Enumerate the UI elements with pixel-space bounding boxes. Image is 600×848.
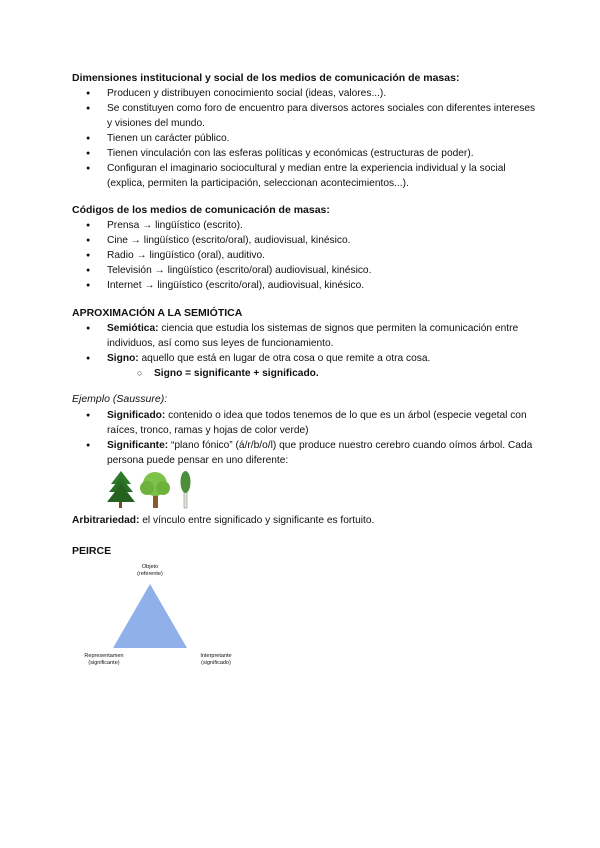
oak-crown-right — [156, 481, 170, 495]
section-title-dimensiones: Dimensiones institucional y social de los medios de comunicación de masas: — [72, 72, 460, 84]
sublist-signo — [107, 366, 542, 381]
section-title-codigos: Códigos de los medios de comunicación de masas: — [72, 204, 330, 216]
list-item: ● Configuran el imaginario sociocultural y median entre la experiencia individual y la social (explica, permiten la participación, seleccionan acontecimientos...). — [72, 161, 542, 191]
label-interpretante-title: Interpretante — [200, 653, 232, 659]
list-item-signo — [72, 351, 542, 381]
list-item: ● Cine → lingüístico (escrito/oral), audiovisual, kinésico. — [72, 233, 542, 248]
label-objeto — [130, 564, 170, 577]
list-semiotica — [72, 321, 542, 381]
three-trees-illustration — [106, 470, 196, 510]
definition-arbitrariedad: el vínculo entre significado y significante es fortuito. — [139, 515, 375, 526]
label-interpretante — [188, 653, 244, 666]
section-title-ejemplo: Ejemplo (Saussure): — [72, 393, 168, 405]
term-significante: Significante: — [107, 440, 169, 451]
definition-significado: contenido o idea que todos tenemos de lo que es un árbol (especie vegetal con raíces, tronco, ramas y hojas de color verde) — [107, 410, 527, 436]
list-item: ● Televisión → lingüístico (escrito/oral) audiovisual, kinésico. — [72, 263, 542, 278]
term-semiotica: Semiótica: — [107, 323, 159, 334]
pine-bottom — [107, 484, 135, 502]
formula-signo: ○ Signo = significante + significado. — [107, 366, 542, 381]
list-item: ● Producen y distribuyen conocimiento social (ideas, valores...). — [72, 86, 542, 101]
list-item-significante — [72, 438, 542, 468]
term-arbitrariedad: Arbitrariedad: — [72, 515, 140, 526]
arbitrariedad-paragraph — [72, 515, 374, 526]
label-objeto-sub: (referente) — [137, 570, 163, 577]
list-item: ● Internet → lingüístico (escrito/oral), audiovisual, kinésico. — [72, 278, 542, 293]
label-objeto-title: Objeto — [141, 564, 159, 570]
section-title-semiotica: APROXIMACIÓN A LA SEMIÓTICA — [72, 307, 243, 319]
label-representamen — [76, 653, 132, 666]
list-item: ● Radio → lingüístico (oral), auditivo. — [72, 248, 542, 263]
oak-crown-left — [140, 481, 154, 495]
peirce-triangle-diagram — [76, 560, 246, 672]
pine-trunk — [119, 501, 122, 508]
birch-crown — [181, 471, 191, 493]
peirce-triangle — [113, 584, 187, 648]
list-dimensiones — [72, 86, 542, 191]
definition-significante: “plano fónico” (á/r/b/o/l) que produce nuestro cerebro cuando oímos árbol. Cada persona puede pensar en uno diferente: — [107, 440, 533, 466]
term-signo: Signo: — [107, 353, 139, 364]
label-interpretante-sub: (significado) — [201, 659, 231, 666]
list-item: ● Se constituyen como foro de encuentro para diversos actores sociales con diferentes intereses y visiones del mundo. — [72, 101, 542, 131]
list-item-semiotica — [72, 321, 542, 351]
label-representamen-title: Representamen — [84, 653, 124, 659]
list-item: ● Prensa → lingüístico (escrito). — [72, 218, 542, 233]
definition-signo: aquello que está en lugar de otra cosa o que remite a otra cosa. — [138, 353, 431, 364]
list-item: ● Tienen vinculación con las esferas políticas y económicas (estructuras de poder). — [72, 146, 542, 161]
list-codigos — [72, 218, 542, 293]
label-representamen-sub: (significante) — [88, 659, 120, 666]
list-saussure — [72, 408, 542, 468]
definition-semiotica: ciencia que estudia los sistemas de signos que permiten la comunicación entre individuos, así como sus leyes de funcionamiento. — [107, 323, 519, 349]
oak-trunk — [153, 494, 158, 508]
section-title-peirce: PEIRCE — [72, 545, 112, 557]
list-item-significado — [72, 408, 542, 438]
term-significado: Significado: — [107, 410, 166, 421]
list-item: ● Tienen un carácter público. — [72, 131, 542, 146]
